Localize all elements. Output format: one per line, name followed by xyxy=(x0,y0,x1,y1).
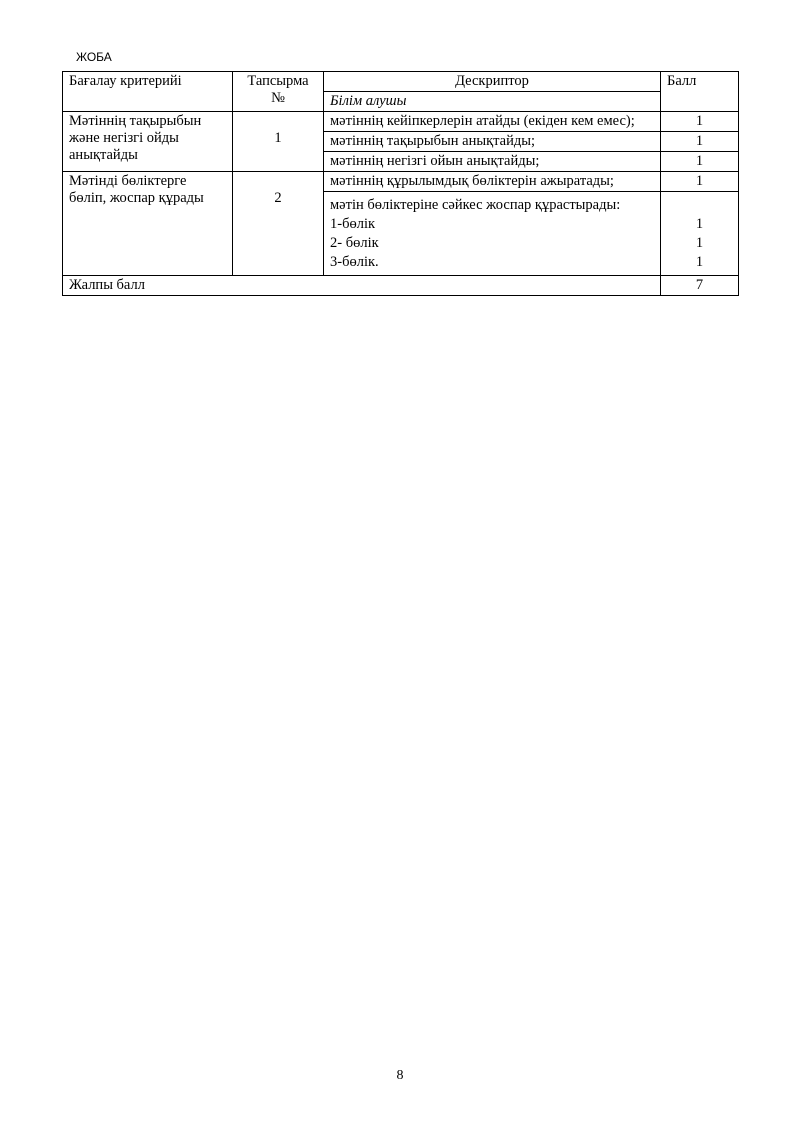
criterion-cell: Мәтінді бөліктерге бөліп, жоспар құрады xyxy=(63,172,233,276)
header-criterion: Бағалау критерийі xyxy=(63,72,233,112)
total-label: Жалпы балл xyxy=(63,276,661,296)
assessment-rubric-table xyxy=(62,71,739,296)
score-cell: 1 xyxy=(661,132,739,152)
draft-label: ЖОБА xyxy=(76,50,112,64)
total-row xyxy=(63,276,739,296)
descriptor-cell: мәтіннің тақырыбын анықтайды; xyxy=(324,132,661,152)
score-cell: 1 xyxy=(661,112,739,132)
table-row xyxy=(63,172,739,192)
criterion-cell: Мәтіннің тақырыбын және негізгі ойды анықтайды xyxy=(63,112,233,172)
header-task: Тапсырма № xyxy=(233,72,324,112)
score-cell: 1 xyxy=(661,152,739,172)
descriptor-cell: мәтіннің құрылымдық бөліктерін ажыратады; xyxy=(324,172,661,192)
plan-part-label: 1-бөлік xyxy=(330,216,376,232)
score-cell: 1 xyxy=(661,172,739,192)
descriptor-cell: мәтіннің кейіпкерлерін атайды (екіден кем емес); xyxy=(324,112,661,132)
header-row xyxy=(63,72,739,92)
plan-descriptor-cell xyxy=(324,192,661,276)
plan-part-score: 1 xyxy=(695,216,704,232)
page-number: 8 xyxy=(396,1068,404,1083)
plan-score-cell xyxy=(661,192,739,276)
plan-part-label: 3-бөлік. xyxy=(330,254,379,270)
table-row xyxy=(63,112,739,132)
header-student: Білім алушы xyxy=(324,92,661,112)
task-number-cell: 2 xyxy=(233,172,324,276)
header-descriptor: Дескриптор xyxy=(324,72,661,92)
total-score: 7 xyxy=(661,276,739,296)
plan-part-label: 2- бөлік xyxy=(330,235,379,251)
plan-part-score: 1 xyxy=(695,235,704,251)
header-score: Балл xyxy=(661,72,739,112)
task-number-cell: 1 xyxy=(233,112,324,172)
plan-part-score: 1 xyxy=(695,254,704,270)
descriptor-cell: мәтіннің негізгі ойын анықтайды; xyxy=(324,152,661,172)
plan-intro: мәтін бөліктеріне сәйкес жоспар құрастырады: xyxy=(330,197,621,213)
